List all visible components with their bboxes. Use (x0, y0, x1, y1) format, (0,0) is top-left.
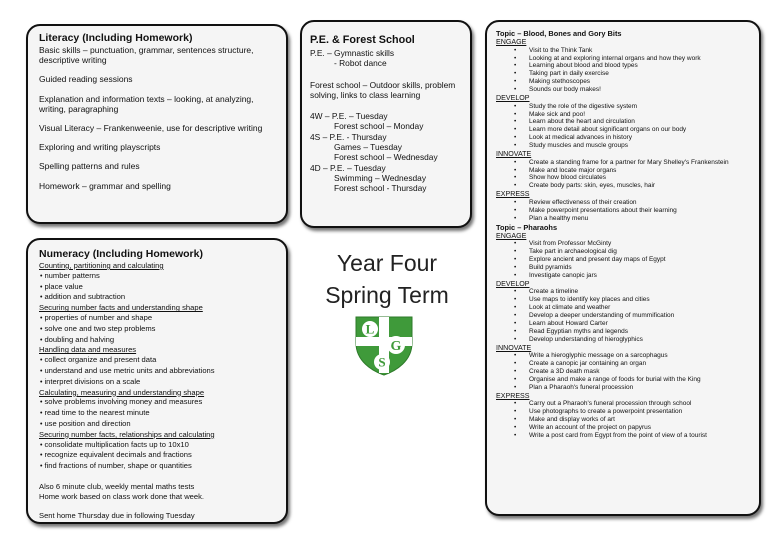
numeracy-section-heading: Handling data and measures (39, 345, 137, 355)
topic-stage-list (496, 352, 753, 392)
topic-item: • Take part in archaeological dig (496, 248, 753, 256)
topic-stage-heading: DEVELOP (496, 279, 530, 288)
topic-item: • Create a standing frame for a partner for Mary Shelley's Frankenstein (496, 159, 753, 167)
pe-line: Forest school - Thursday (334, 183, 427, 194)
numeracy-item: • number patterns (39, 271, 276, 282)
topic-item: • Make and locate major organs (496, 167, 753, 175)
topic-title: Topic – Blood, Bones and Gory Bits (496, 29, 622, 38)
literacy-item: Guided reading sessions (39, 74, 133, 85)
literacy-item: Exploring and writing playscripts (39, 142, 161, 153)
numeracy-sections (39, 261, 276, 472)
pe-line: P.E. – Gymnastic skills (310, 48, 395, 58)
topic-item: • Use photographs to create a powerpoint presentation (496, 408, 753, 416)
topic-item: • Create a 3D death mask (496, 368, 753, 376)
numeracy-item: • read time to the nearest minute (39, 408, 276, 419)
topic-item: • Learning about blood and blood types (496, 62, 753, 70)
pe-line: 4S – P.E. - Thursday (310, 131, 387, 142)
topic-item: • Learn more detail about significant organs on our body (496, 126, 753, 134)
topic-item: • Study muscles and muscle groups (496, 142, 753, 150)
numeracy-footer: Sent home Thursday due in following Tuesday (39, 510, 195, 520)
topic-item: • Make powerpoint presentations about their learning (496, 207, 753, 215)
topic-item: • Use maps to identify key places and cities (496, 296, 753, 304)
topic-item: • Write an account of the project on papyrus (496, 424, 753, 432)
logo-letter-l: L (365, 321, 375, 337)
topic-title: Topic – Pharaohs (496, 222, 558, 232)
topic-item: • Visit from Professor McGinty (496, 240, 753, 248)
topic-item: • Carry out a Pharaoh's funeral procession through school (496, 400, 753, 408)
numeracy-section-heading: Securing number facts, relationships and calculating (39, 429, 215, 439)
numeracy-item: • understand and use metric units and abbreviations (39, 366, 276, 377)
topic-item: • Look at medical advances in history (496, 134, 753, 142)
topic-item: • Build pyramids (496, 264, 753, 272)
pe-line: Swimming – Wednesday (334, 172, 427, 183)
pe-forest-school-panel (300, 20, 472, 228)
topic-stage-list (496, 47, 753, 94)
topic-item: • Visit to the Think Tank (496, 47, 753, 55)
topic-item: • Show how blood circulates (496, 174, 753, 182)
topic-item: • Taking part in daily exercise (496, 70, 753, 78)
topic-item: • Organise and make a range of foods for burial with the King (496, 376, 753, 384)
topic-item: • Make sick and poo! (496, 111, 753, 119)
pe-line: 4D – P.E. – Tuesday (310, 162, 386, 173)
topic-stage-heading: INNOVATE (496, 343, 532, 352)
topics-content (496, 29, 753, 440)
topic-stage-heading: EXPRESS (496, 391, 530, 400)
topic-item: • Read Egyptian myths and legends (496, 328, 753, 336)
pe-line: Forest school – Wednesday (334, 152, 438, 163)
literacy-item: Explanation and information texts – looking, at analyzing, writing, paragraphing (39, 93, 254, 114)
numeracy-section-heading: Calculating, measuring and understanding shape (39, 387, 205, 397)
topic-stage-heading: INNOVATE (496, 150, 532, 159)
pe-line: 4W – P.E. – Tuesday (310, 111, 388, 122)
topic-stage-list (496, 159, 753, 191)
literacy-title: Literacy (Including Homework) (39, 32, 193, 44)
title-line: Year Four (336, 250, 438, 276)
numeracy-item: • consolidate multiplication facts up to 10x10 (39, 440, 276, 451)
topic-item: • Making stethoscopes (496, 78, 753, 86)
numeracy-item: • solve one and two step problems (39, 324, 276, 335)
literacy-item: Homework – grammar and spelling (39, 180, 171, 191)
literacy-item: Visual Literacy – Frankenweenie, use for descriptive writing (39, 123, 263, 134)
numeracy-item: • place value (39, 282, 276, 293)
numeracy-item: • addition and subtraction (39, 292, 276, 303)
topic-item: • Plan a healthy menu (496, 215, 753, 223)
logo-letter-g: G (390, 339, 402, 354)
topic-stage-heading: EXPRESS (496, 190, 530, 199)
numeracy-item: • find fractions of number, shape or quantities (39, 461, 276, 472)
logo-letter-s: S (378, 354, 386, 370)
page-title (304, 247, 470, 311)
numeracy-item: • collect organize and present data (39, 355, 276, 366)
topic-stage-heading: ENGAGE (496, 38, 527, 46)
topic-item: • Explore ancient and present day maps of Egypt (496, 256, 753, 264)
school-shield-logo (352, 313, 416, 377)
numeracy-item: • recognize equivalent decimals and fractions (39, 450, 276, 461)
title-line: Spring Term (325, 282, 449, 308)
topic-item: • Review effectiveness of their creation (496, 199, 753, 207)
numeracy-footer: Home work based on class work done that week. (39, 491, 205, 501)
topic-stage-list (496, 240, 753, 280)
literacy-item: Spelling patterns and rules (39, 161, 140, 172)
topic-item: • Looking at and exploring internal organs and how they work (496, 55, 753, 63)
topic-item: • Develop a deeper understanding of mummification (496, 312, 753, 320)
topic-item: • Create body parts: skin, eyes, muscles, hair (496, 182, 753, 190)
topic-stage-list (496, 199, 753, 223)
numeracy-section-heading: Counting, partitioning and calculating (39, 261, 164, 270)
literacy-item: Basic skills – punctuation, grammar, sentences structure, descriptive writing (39, 45, 254, 66)
numeracy-item: • properties of number and shape (39, 313, 276, 324)
topic-item: • Learn about the heart and circulation (496, 118, 753, 126)
numeracy-section-heading: Securing number facts and understanding shape (39, 303, 203, 313)
topic-item: • Learn about Howard Carter (496, 320, 753, 328)
topic-item: • Investigate canopic jars (496, 272, 753, 280)
topic-item: • Study the role of the digestive system (496, 103, 753, 111)
numeracy-item: • use position and direction (39, 419, 276, 430)
shield-icon (352, 313, 416, 377)
topic-item: • Look at climate and weather (496, 304, 753, 312)
numeracy-item: • solve problems involving money and measures (39, 397, 276, 408)
numeracy-panel (26, 238, 288, 524)
topic-stage-heading: DEVELOP (496, 94, 530, 103)
numeracy-item: • interpret divisions on a scale (39, 377, 276, 388)
topic-item: • Create a timeline (496, 288, 753, 296)
topic-item: • Write a hieroglyphic message on a sarcophagus (496, 352, 753, 360)
topic-stage-list (496, 400, 753, 440)
literacy-panel (26, 24, 288, 224)
numeracy-footer: Also 6 minute club, weekly mental maths tests (39, 481, 195, 491)
topic-stage-list (496, 288, 753, 343)
topic-stage-heading: ENGAGE (496, 231, 527, 240)
topic-item: • Sounds our body makes! (496, 86, 753, 94)
pe-line: Games – Tuesday (334, 142, 402, 153)
topic-item: • Develop understanding of hieroglyphics (496, 336, 753, 344)
pe-line: Forest school – Outdoor skills, problem solving, links to class learning (310, 79, 456, 100)
numeracy-item: • doubling and halving (39, 335, 276, 346)
topic-item: • Create a canopic jar containing an organ (496, 360, 753, 368)
topic-item: • Plan a Pharaoh's funeral procession (496, 384, 753, 392)
topics-panel (485, 20, 761, 516)
topic-item: • Write a post card from Egypt from the point of view of a tourist (496, 432, 753, 440)
numeracy-title: Numeracy (Including Homework) (39, 248, 203, 260)
pe-line: Forest school – Monday (334, 121, 424, 132)
topic-stage-list (496, 103, 753, 150)
pe-title: P.E. & Forest School (310, 34, 415, 46)
pe-line: - Robot dance (334, 58, 387, 69)
topic-item: • Make and display works of art (496, 416, 753, 424)
